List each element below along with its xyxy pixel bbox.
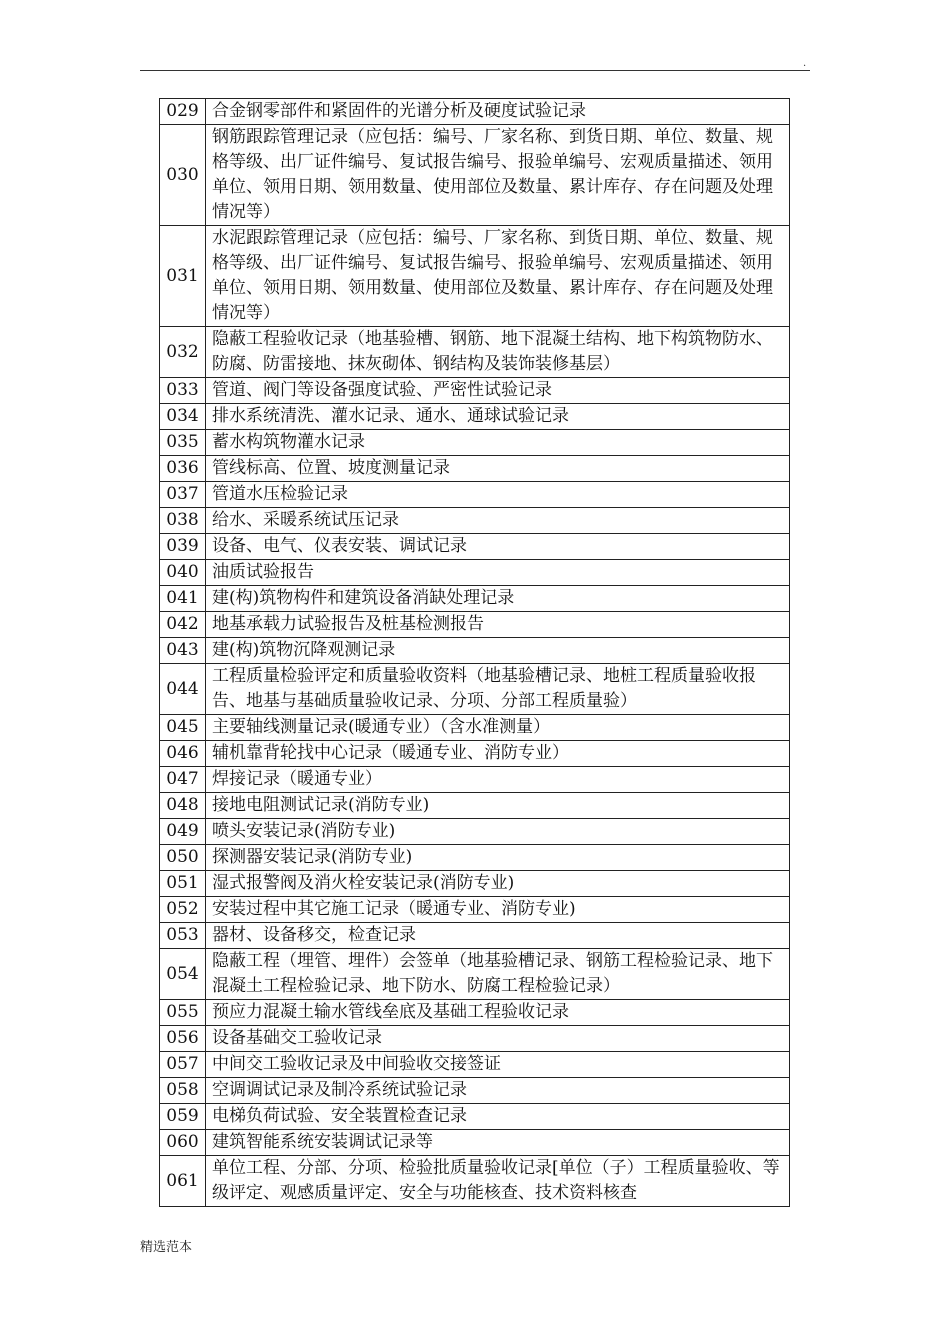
table-row <box>160 793 790 819</box>
row-number: 059 <box>160 1104 206 1130</box>
row-description: 单位工程、分部、分项、检验批质量验收记录[单位（子）工程质量验收、等级评定、观感质量评定、安全与功能核查、技术资料核查 <box>206 1156 790 1207</box>
table-row <box>160 1000 790 1026</box>
row-description: 工程质量检验评定和质量验收资料（地基验槽记录、地桩工程质量验收报告、地基与基础质量验收记录、分项、分部工程质量验） <box>206 664 790 715</box>
row-number: 057 <box>160 1052 206 1078</box>
row-description: 空调调试记录及制冷系统试验记录 <box>206 1078 790 1104</box>
row-number: 053 <box>160 923 206 949</box>
row-description: 设备、电气、仪表安装、调试记录 <box>206 534 790 560</box>
row-number: 058 <box>160 1078 206 1104</box>
table-row <box>160 430 790 456</box>
table-row <box>160 1052 790 1078</box>
table-row <box>160 767 790 793</box>
table-row <box>160 534 790 560</box>
table-row <box>160 456 790 482</box>
row-number: 034 <box>160 404 206 430</box>
row-description: 建(构)筑物沉降观测记录 <box>206 638 790 664</box>
row-number: 042 <box>160 612 206 638</box>
row-number: 048 <box>160 793 206 819</box>
row-number: 036 <box>160 456 206 482</box>
row-description: 电梯负荷试验、安全装置检查记录 <box>206 1104 790 1130</box>
row-number: 046 <box>160 741 206 767</box>
row-description: 钢筋跟踪管理记录（应包括：编号、厂家名称、到货日期、单位、数量、规格等级、出厂证件编号、复试报告编号、报验单编号、宏观质量描述、领用单位、领用日期、领用数量、使用部位及数量、累计库存、存在问题及处理情况等） <box>206 125 790 226</box>
row-description: 给水、采暖系统试压记录 <box>206 508 790 534</box>
table-row <box>160 664 790 715</box>
table-row <box>160 327 790 378</box>
header-rule <box>140 70 810 71</box>
table-row <box>160 1026 790 1052</box>
table-row <box>160 612 790 638</box>
row-description: 主要轴线测量记录(暖通专业）（含水准测量） <box>206 715 790 741</box>
table-row <box>160 923 790 949</box>
footer-text: 精选范本 <box>140 1240 193 1255</box>
row-description: 设备基础交工验收记录 <box>206 1026 790 1052</box>
row-description: 喷头安装记录(消防专业) <box>206 819 790 845</box>
row-number: 035 <box>160 430 206 456</box>
table-row <box>160 404 790 430</box>
table-row <box>160 845 790 871</box>
table-row <box>160 638 790 664</box>
row-description: 管道水压检验记录 <box>206 482 790 508</box>
row-number: 031 <box>160 226 206 327</box>
table-row <box>160 99 790 125</box>
table-row <box>160 226 790 327</box>
row-number: 032 <box>160 327 206 378</box>
records-table <box>159 98 790 1207</box>
row-number: 038 <box>160 508 206 534</box>
table-row <box>160 715 790 741</box>
table-row <box>160 897 790 923</box>
row-number: 040 <box>160 560 206 586</box>
table-row <box>160 1156 790 1207</box>
row-number: 056 <box>160 1026 206 1052</box>
row-number: 052 <box>160 897 206 923</box>
row-description: 水泥跟踪管理记录（应包括：编号、厂家名称、到货日期、单位、数量、规格等级、出厂证件编号、复试报告编号、报验单编号、宏观质量描述、领用单位、领用日期、领用数量、使用部位及数量、累计库存、存在问题及处理情况等） <box>206 226 790 327</box>
row-number: 029 <box>160 99 206 125</box>
row-number: 060 <box>160 1130 206 1156</box>
row-description: 辅机靠背轮找中心记录（暖通专业、消防专业） <box>206 741 790 767</box>
row-number: 047 <box>160 767 206 793</box>
row-number: 054 <box>160 949 206 1000</box>
table-row <box>160 819 790 845</box>
row-description: 接地电阻测试记录(消防专业) <box>206 793 790 819</box>
row-number: 030 <box>160 125 206 226</box>
row-number: 061 <box>160 1156 206 1207</box>
row-description: 器材、设备移交，检查记录 <box>206 923 790 949</box>
row-description: 排水系统清洗、灌水记录、通水、通球试验记录 <box>206 404 790 430</box>
row-description: 中间交工验收记录及中间验收交接签证 <box>206 1052 790 1078</box>
header-mark: . <box>803 58 807 69</box>
table-row <box>160 949 790 1000</box>
row-description: 建(构)筑物构件和建筑设备消缺处理记录 <box>206 586 790 612</box>
table-row <box>160 378 790 404</box>
table-row <box>160 741 790 767</box>
row-description: 隐蔽工程（埋管、埋件）会签单（地基验槽记录、钢筋工程检验记录、地下混凝土工程检验记录、地下防水、防腐工程检验记录） <box>206 949 790 1000</box>
row-description: 地基承载力试验报告及桩基检测报告 <box>206 612 790 638</box>
table-row <box>160 508 790 534</box>
row-description: 蓄水构筑物灌水记录 <box>206 430 790 456</box>
row-number: 055 <box>160 1000 206 1026</box>
table-row <box>160 125 790 226</box>
table-row <box>160 1130 790 1156</box>
row-description: 建筑智能系统安装调试记录等 <box>206 1130 790 1156</box>
table-row <box>160 871 790 897</box>
row-number: 039 <box>160 534 206 560</box>
row-description: 湿式报警阀及消火栓安装记录(消防专业) <box>206 871 790 897</box>
table-row <box>160 560 790 586</box>
row-description: 安装过程中其它施工记录（暖通专业、消防专业) <box>206 897 790 923</box>
row-number: 041 <box>160 586 206 612</box>
row-description: 油质试验报告 <box>206 560 790 586</box>
row-number: 033 <box>160 378 206 404</box>
table-row <box>160 1104 790 1130</box>
row-description: 隐蔽工程验收记录（地基验槽、钢筋、地下混凝土结构、地下构筑物防水、防腐、防雷接地、抹灰砌体、钢结构及装饰装修基层） <box>206 327 790 378</box>
row-number: 049 <box>160 819 206 845</box>
row-number: 050 <box>160 845 206 871</box>
row-number: 037 <box>160 482 206 508</box>
row-number: 045 <box>160 715 206 741</box>
row-description: 管道、阀门等设备强度试验、严密性试验记录 <box>206 378 790 404</box>
row-description: 管线标高、位置、坡度测量记录 <box>206 456 790 482</box>
table-body <box>160 99 790 1207</box>
row-description: 合金钢零部件和紧固件的光谱分析及硬度试验记录 <box>206 99 790 125</box>
row-number: 043 <box>160 638 206 664</box>
row-number: 044 <box>160 664 206 715</box>
row-description: 预应力混凝土输水管线垒底及基础工程验收记录 <box>206 1000 790 1026</box>
row-number: 051 <box>160 871 206 897</box>
row-description: 探测器安装记录(消防专业) <box>206 845 790 871</box>
row-description: 焊接记录（暖通专业） <box>206 767 790 793</box>
table-row <box>160 586 790 612</box>
table-row <box>160 1078 790 1104</box>
table-row <box>160 482 790 508</box>
